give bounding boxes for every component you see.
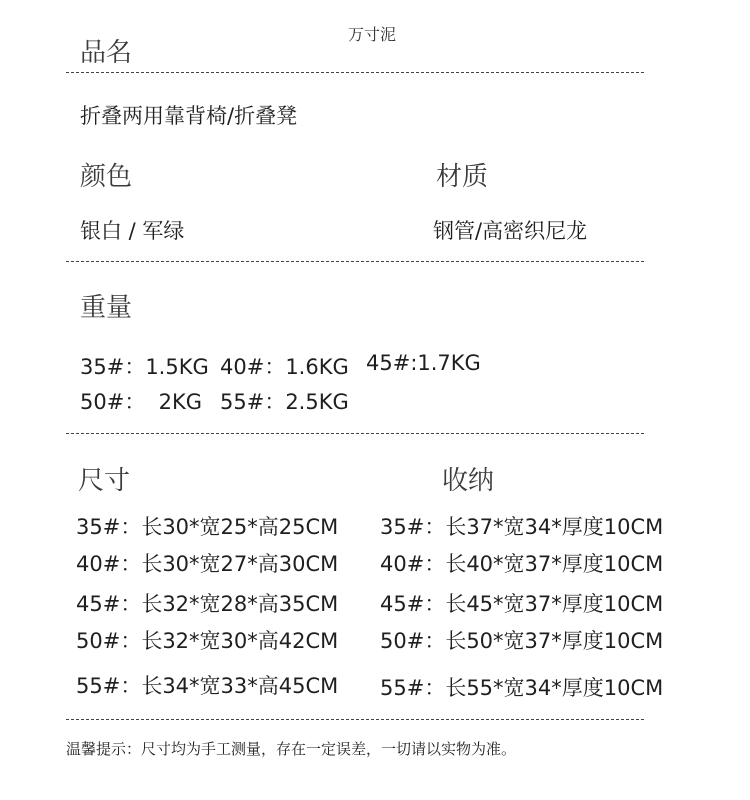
divider	[66, 433, 644, 434]
footnote: 温馨提示：尺寸均为手工测量，存在一定误差，一切请以实物为准。	[66, 740, 517, 758]
weight-item: 40#：1.6KG	[220, 355, 349, 379]
size-row: 45#：长32*宽28*高35CM	[76, 592, 339, 616]
color-value: 银白 / 军绿	[80, 219, 185, 243]
material-heading: 材质	[436, 162, 489, 192]
folded-row: 45#：长45*宽37*厚度10CM	[380, 592, 664, 616]
weight-item: 45#:1.7KG	[366, 351, 481, 375]
divider	[66, 261, 644, 262]
product-name-value: 折叠两用靠背椅/折叠凳	[80, 104, 298, 128]
product-name-heading: 品名	[80, 38, 133, 68]
folded-row: 55#：长55*宽34*厚度10CM	[380, 676, 664, 700]
divider	[66, 72, 644, 73]
size-row: 35#：长30*宽25*高25CM	[76, 515, 339, 539]
weight-item: 55#：2.5KG	[220, 390, 349, 414]
folded-row: 35#：长37*宽34*厚度10CM	[380, 515, 664, 539]
color-heading: 颜色	[80, 162, 133, 192]
size-heading: 尺寸	[78, 466, 131, 496]
size-row: 50#：长32*宽30*高42CM	[76, 629, 339, 653]
material-value: 钢管/高密织尼龙	[433, 219, 588, 243]
divider	[66, 719, 644, 720]
weight-item: 50#： 2KG	[80, 390, 203, 414]
brand-name: 万寸泥	[348, 25, 397, 44]
weight-item: 35#：1.5KG	[80, 355, 209, 379]
size-row: 55#：长34*宽33*高45CM	[76, 674, 339, 698]
folded-row: 40#：长40*宽37*厚度10CM	[380, 552, 664, 576]
folded-heading: 收纳	[442, 466, 495, 496]
weight-heading: 重量	[80, 293, 133, 323]
size-row: 40#：长30*宽27*高30CM	[76, 552, 339, 576]
folded-row: 50#：长50*宽37*厚度10CM	[380, 629, 664, 653]
